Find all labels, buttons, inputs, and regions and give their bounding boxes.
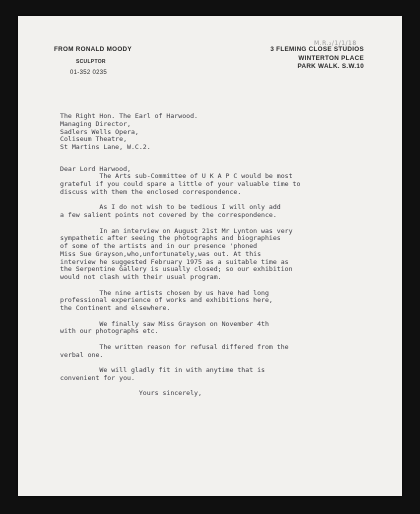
sender-name: FROM RONALD MOODY	[54, 46, 132, 53]
paragraph-line: the Continent and elsewhere.	[60, 304, 171, 312]
paragraph-line: interview he suggested February 1975 as a suitable time as	[60, 257, 289, 266]
closing: Yours sincerely,	[60, 389, 202, 398]
paragraph-line: with our photographs etc.	[60, 327, 159, 336]
paragraph-line: grateful if you could spare a little of your valuable time to	[60, 180, 301, 188]
paragraph-line: discuss with them the enclosed correspondence.	[60, 187, 242, 196]
paragraph	[60, 344, 365, 360]
salutation: Dear Lord Harwood,	[60, 164, 131, 173]
address-line-1: 3 FLEMING CLOSE STUDIOS	[270, 46, 364, 53]
paragraph	[60, 321, 365, 337]
letter-page	[18, 16, 402, 496]
recipient-line: Sadlers Wells Opera,	[60, 127, 139, 136]
letter-body	[60, 113, 365, 398]
paragraph-line: professional experience of works and exhibitions here,	[60, 296, 273, 305]
paragraph	[60, 290, 365, 313]
paragraph	[60, 367, 365, 383]
recipient-line: The Right Hon. The Earl of Harwood.	[60, 112, 198, 120]
paragraph-line: We finally saw Miss Grayson on November 4th	[60, 319, 269, 328]
paragraph-line: The nine artists chosen by us have had long	[60, 288, 269, 297]
paragraph-line: Miss Sue Grayson,who,unfortunately,was out. At this	[60, 249, 262, 258]
address-line-3: PARK WALK. S.W.10	[297, 63, 364, 71]
recipient-line: St Martins Lane, W.C.2.	[60, 143, 151, 151]
address-line-2: WINTERTON PLACE	[298, 54, 364, 62]
paragraph	[60, 228, 365, 282]
paragraph	[60, 173, 365, 196]
paragraph-line: verbal one.	[60, 350, 104, 359]
paragraph-line: convenient for you.	[60, 373, 135, 382]
paragraph-line: a few salient points not covered by the correspondence.	[60, 211, 277, 219]
paragraph-line: As I do not wish to be tedious I will only add	[60, 203, 281, 212]
paragraph-line: In an interview on August 21st Mr Lynton was very	[60, 226, 293, 235]
sender-title: SCULPTOR	[76, 59, 106, 65]
paragraph-line: the Serpentine Gallery is usually closed; so our exhibition	[60, 265, 293, 274]
recipient-line: Managing Director,	[60, 119, 131, 128]
paragraph-line: of some of the artists and in our presence 'phoned	[60, 242, 258, 250]
paragraph-line: would not clash with their usual program.	[60, 273, 222, 281]
letterhead-address	[270, 46, 364, 72]
paragraph	[60, 204, 365, 220]
paragraph-line: sympathetic after seeing the photographs and biographies	[60, 234, 281, 243]
sender-phone: 01-352 0235	[70, 70, 107, 76]
recipient-address	[60, 113, 365, 152]
recipient-line: Coliseum Theatre,	[60, 135, 128, 144]
archive-reference-note: M.R.₂/1/1/18	[314, 40, 357, 47]
paragraph-line: We will gladly fit in with anytime that is	[60, 366, 265, 374]
paragraph-line: The written reason for refusal differed from the	[60, 342, 289, 351]
paragraph-line: The Arts sub-Committee of U K A P C would be most	[60, 172, 293, 181]
